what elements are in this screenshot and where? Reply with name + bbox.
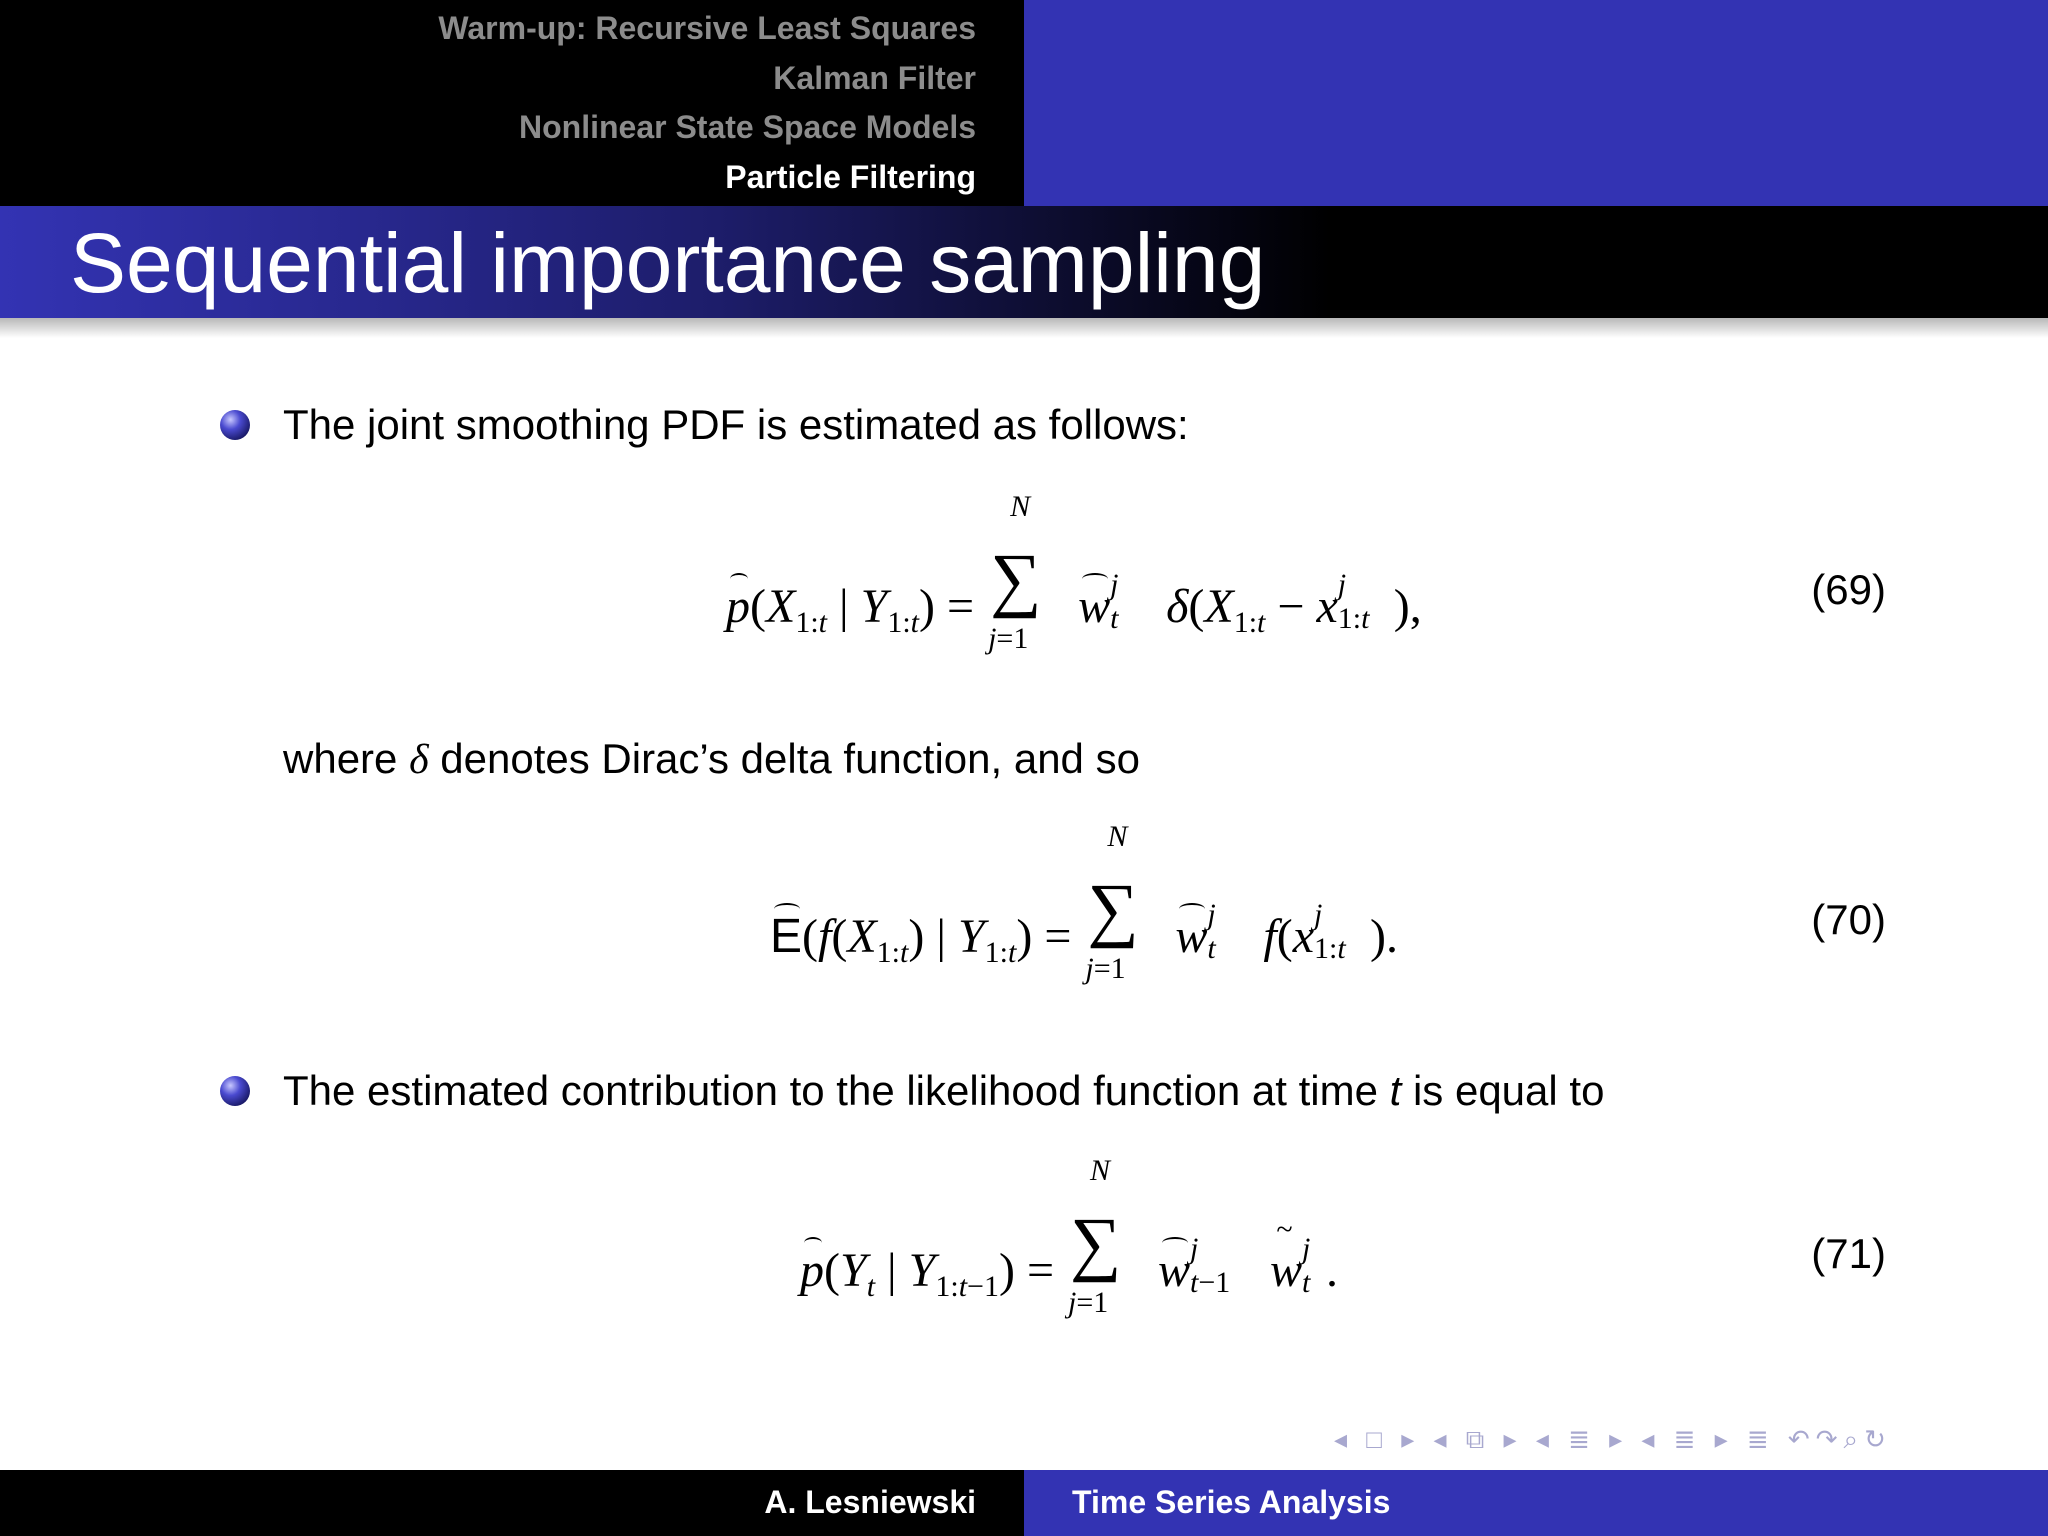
bullet-icon <box>220 1076 250 1106</box>
equation-number-69: (69) <box>1811 566 1886 613</box>
beamer-nav-icons[interactable]: ◂ □ ▸ ◂ ⧉ ▸ ◂ ≣ ▸ ◂ ≣ ▸ ≣ ↶↷⌕↻ <box>1334 1424 1892 1454</box>
title-shadow <box>0 318 2048 338</box>
header-nav-right <box>1024 0 2048 206</box>
equation-71: $p(Y_t$ | $Y_{1:t-1}$) = N ∑ j=1 w j t−1 ~ w j t . <box>800 1232 1338 1304</box>
nav-item-kalman-filter[interactable]: Kalman Filter <box>773 60 976 96</box>
page-title: Sequential importance sampling <box>70 216 1266 310</box>
sum-icon: N ∑ j=1 <box>1068 1154 1122 1319</box>
nav-item-nonlinear-models[interactable]: Nonlinear State Space Models <box>518 109 976 145</box>
footer-author: A. Lesniewski <box>764 1484 976 1520</box>
equation-number-70: (70) <box>1811 896 1886 943</box>
equation-69: $p(X_{1:t}$ | $Y_{1:t}$) = N ∑ j=1 w j t $\delta(X_{1:t} - x$ j 1:t ), <box>726 490 1422 655</box>
nav-item-particle-filtering[interactable]: Particle Filtering <box>725 159 976 195</box>
bullet-text-1: The joint smoothing PDF is estimated as follows: <box>283 401 1189 448</box>
bullet-text-2: The estimated contribution to the likelihood function at time t is equal to <box>283 1067 1605 1114</box>
bullet-icon <box>220 410 250 440</box>
equation-70: $E(f(X_{1:t})$ | $Y_{1:t}$) = N ∑ j=1 w j t f(x j 1:t ). <box>770 820 1399 985</box>
equation-number-71: (71) <box>1811 1230 1886 1277</box>
sum-icon: N ∑ j=1 <box>1085 820 1139 985</box>
where-text: where δ denotes Dirac’s delta function, and so <box>283 735 1140 783</box>
nav-item-warm-up[interactable]: Warm-up: Recursive Least Squares <box>438 10 976 46</box>
sum-icon: N ∑ j=1 <box>988 490 1042 655</box>
footer-title: Time Series Analysis <box>1072 1484 1391 1520</box>
